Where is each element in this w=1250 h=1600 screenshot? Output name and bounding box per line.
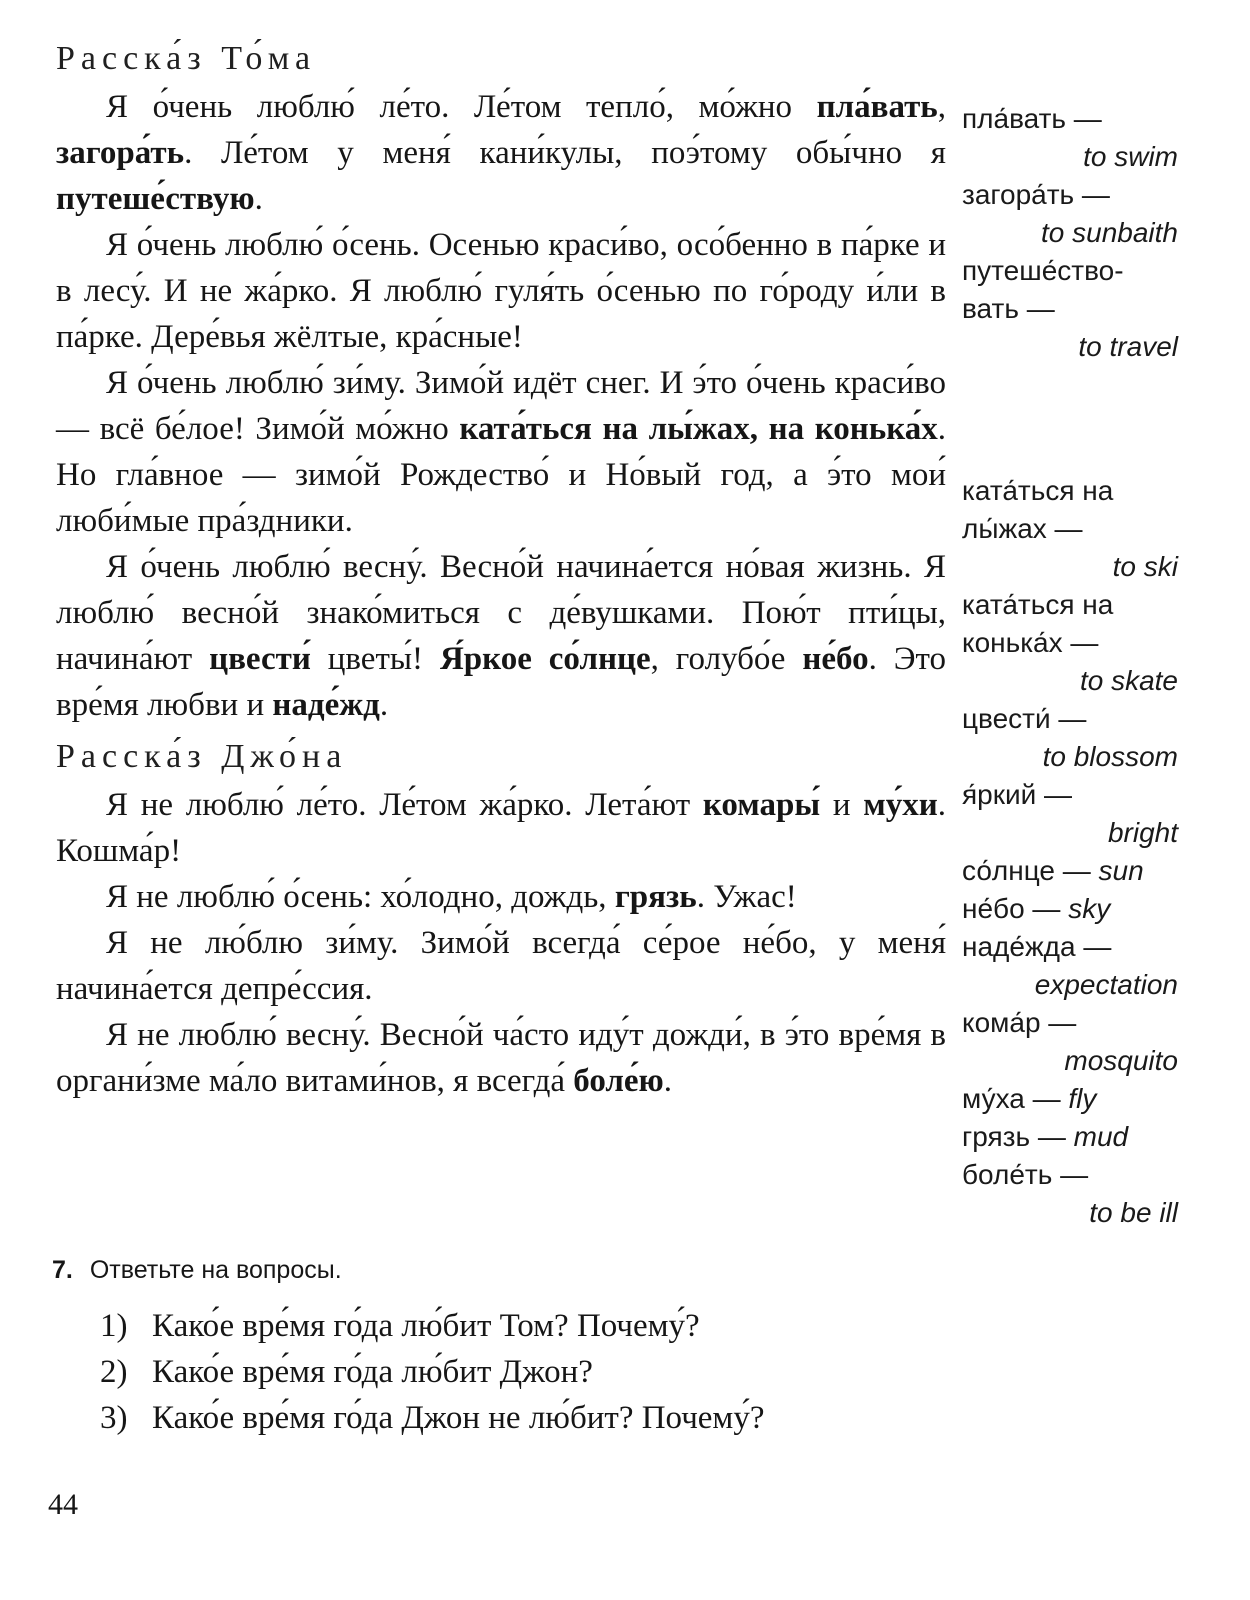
text-run: Я не люблю́ о́сень: хо́лодно, дождь, bbox=[106, 879, 615, 915]
glossary-term: ката́ться на конька́х — bbox=[962, 589, 1114, 658]
vocab-word: цвести́ bbox=[209, 641, 311, 677]
story-title-john: Расска́з Джо́на bbox=[56, 738, 348, 775]
vocab-word: му́хи bbox=[863, 787, 938, 823]
text-run: . Ле́том у меня́ кани́кулы, поэ́тому обы́чно я bbox=[184, 135, 946, 171]
glossary-block-2 bbox=[962, 472, 1178, 1232]
glossary-translation: expectation bbox=[1034, 969, 1178, 1000]
text-run: Я не люблю́ ле́то. Ле́том жа́рко. Лета́ют bbox=[106, 787, 703, 823]
vocab-word: пла́вать bbox=[816, 89, 938, 125]
story-tom bbox=[56, 40, 946, 728]
glossary-entry bbox=[962, 1080, 1178, 1118]
paragraph bbox=[56, 1012, 946, 1104]
paragraph bbox=[56, 84, 946, 222]
glossary-entry bbox=[962, 890, 1178, 928]
text-run: Я не лю́блю зи́му. Зимо́й всегда́ се́рое не́бо, у меня́ начина́ется депре́ссия. bbox=[56, 925, 946, 1007]
glossary-translation: to ski bbox=[1112, 551, 1178, 582]
glossary-entry bbox=[962, 928, 1178, 1004]
vocab-word: комары́ bbox=[702, 787, 821, 823]
glossary-translation: to be ill bbox=[1089, 1197, 1178, 1228]
glossary-entry bbox=[962, 1156, 1178, 1232]
story-john-paragraphs bbox=[56, 782, 946, 1104]
main-text-column bbox=[56, 40, 946, 1110]
question-number: 3) bbox=[100, 1400, 128, 1436]
vocab-word: загора́ть bbox=[56, 135, 185, 171]
glossary-translation: to sunbaith bbox=[1041, 217, 1178, 248]
glossary-translation: bright bbox=[1107, 817, 1178, 848]
glossary-term: наде́жда — bbox=[962, 931, 1112, 962]
glossary-entry bbox=[962, 1004, 1178, 1080]
glossary-translation: to blossom bbox=[1042, 741, 1178, 772]
glossary-entry bbox=[962, 472, 1178, 586]
paragraph bbox=[56, 874, 946, 920]
text-run: цветы́! bbox=[310, 641, 440, 677]
text-run: . Кошма́р! bbox=[56, 787, 946, 869]
paragraph bbox=[56, 544, 946, 728]
text-run: Я о́чень люблю́ весну́. Весно́й начина́ется но́вая жизнь. Я люблю́ весно́й знако́миться с де́вушками. Пою́т пти́цы, начина́ют bbox=[56, 549, 946, 677]
text-run: Я о́чень люблю́ зи́му. Зимо́й идёт снег. И э́то о́чень краси́во — всё бе́лое! Зимо́й мо́жно bbox=[56, 365, 946, 447]
paragraph bbox=[56, 920, 946, 1012]
glossary-term: путеше́ство-вать — bbox=[962, 255, 1124, 324]
text-run: , голубо́е bbox=[650, 641, 803, 677]
glossary-translation: fly bbox=[1068, 1083, 1097, 1114]
vocab-word: ката́ться на лы́жах, на конька́х bbox=[459, 411, 938, 447]
glossary-entry bbox=[962, 252, 1178, 366]
question-list bbox=[52, 1303, 952, 1441]
glossary-term: боле́ть — bbox=[962, 1159, 1089, 1190]
text-run: . bbox=[254, 181, 263, 217]
question-number: 1) bbox=[100, 1308, 128, 1344]
question-item bbox=[100, 1303, 952, 1349]
question-item bbox=[100, 1395, 952, 1441]
glossary-entry bbox=[962, 176, 1178, 252]
glossary-translation: to swim bbox=[1083, 141, 1178, 172]
glossary-block-1 bbox=[962, 100, 1178, 366]
text-run: , bbox=[937, 89, 946, 125]
question-text: Како́е вре́мя го́да лю́бит Том? Почему́? bbox=[152, 1308, 700, 1344]
text-run: . Это вре́мя любви и bbox=[56, 641, 947, 723]
glossary-entry bbox=[962, 1118, 1178, 1156]
glossary-translation: to travel bbox=[1078, 331, 1178, 362]
glossary-translation: mud bbox=[1073, 1121, 1129, 1152]
exercise-instruction: Ответьте на вопросы. bbox=[89, 1256, 342, 1284]
glossary-translation: sun bbox=[1098, 855, 1144, 886]
glossary-term: пла́вать — bbox=[962, 103, 1102, 134]
glossary-term: я́ркий — bbox=[962, 779, 1073, 810]
exercise-number: 7. bbox=[52, 1256, 73, 1284]
exercise-7 bbox=[52, 1256, 952, 1441]
vocab-word: путеше́ствую bbox=[56, 181, 255, 217]
glossary-translation: sky bbox=[1068, 893, 1111, 924]
vocab-word: боле́ю bbox=[573, 1063, 664, 1099]
text-run: . bbox=[663, 1063, 673, 1099]
story-john bbox=[56, 738, 946, 1104]
page-number: 44 bbox=[48, 1488, 78, 1521]
glossary-entry bbox=[962, 100, 1178, 176]
glossary-term: со́лнце — bbox=[962, 855, 1091, 886]
vocab-word: наде́жд bbox=[272, 687, 380, 723]
glossary-entry bbox=[962, 700, 1178, 776]
paragraph bbox=[56, 360, 946, 544]
exercise-heading bbox=[52, 1256, 952, 1285]
glossary-term: цвести́ — bbox=[962, 703, 1087, 734]
text-run: Я не люблю́ весну́. Весно́й ча́сто иду́т дожди́, в э́то вре́мя в органи́зме ма́ло витами́нов, я всегда́ bbox=[56, 1017, 946, 1099]
text-run: Я о́чень люблю́ о́сень. Осенью краси́во, осо́бенно в па́рке и в лесу́. И не жа́рко. Я люблю́ гуля́ть о́сенью по го́роду и́ли в па́рке. Дере́вья жёлтые, кра́сные! bbox=[56, 227, 946, 355]
text-run: . Но гла́вное — зимо́й Рождество́ и Но́вый год, а э́то мои́ люби́мые пра́здники. bbox=[56, 411, 946, 539]
glossary-entry bbox=[962, 852, 1178, 890]
question-number: 2) bbox=[100, 1354, 128, 1390]
glossary-term: ката́ться на лы́жах — bbox=[962, 475, 1114, 544]
glossary-term: грязь — bbox=[962, 1121, 1066, 1152]
glossary-term: не́бо — bbox=[962, 893, 1061, 924]
text-run: . Ужас! bbox=[696, 879, 797, 915]
glossary-term: кома́р — bbox=[962, 1007, 1077, 1038]
text-run: . bbox=[379, 687, 389, 723]
vocab-word: Я́ркое со́лнце bbox=[439, 641, 651, 677]
question-item bbox=[100, 1349, 952, 1395]
glossary-entry bbox=[962, 776, 1178, 852]
text-run: Я о́чень люблю́ ле́то. Ле́том тепло́, мо́жно bbox=[106, 89, 817, 125]
question-text: Како́е вре́мя го́да лю́бит Джон? bbox=[152, 1354, 593, 1390]
glossary-translation: to skate bbox=[1079, 665, 1178, 696]
vocab-word: грязь bbox=[614, 879, 697, 915]
vocab-word: не́бо bbox=[802, 641, 869, 677]
story-tom-paragraphs bbox=[56, 84, 946, 728]
question-text: Како́е вре́мя го́да Джон не лю́бит? Почему́? bbox=[152, 1400, 765, 1436]
story-title-tom: Расска́з То́ма bbox=[56, 40, 317, 77]
paragraph bbox=[56, 782, 946, 874]
glossary-term: му́ха — bbox=[962, 1083, 1061, 1114]
paragraph bbox=[56, 222, 946, 360]
glossary-translation: mosquito bbox=[1064, 1045, 1178, 1076]
text-run: и bbox=[820, 787, 864, 823]
glossary-entry bbox=[962, 586, 1178, 700]
glossary-term: загора́ть — bbox=[962, 179, 1110, 210]
